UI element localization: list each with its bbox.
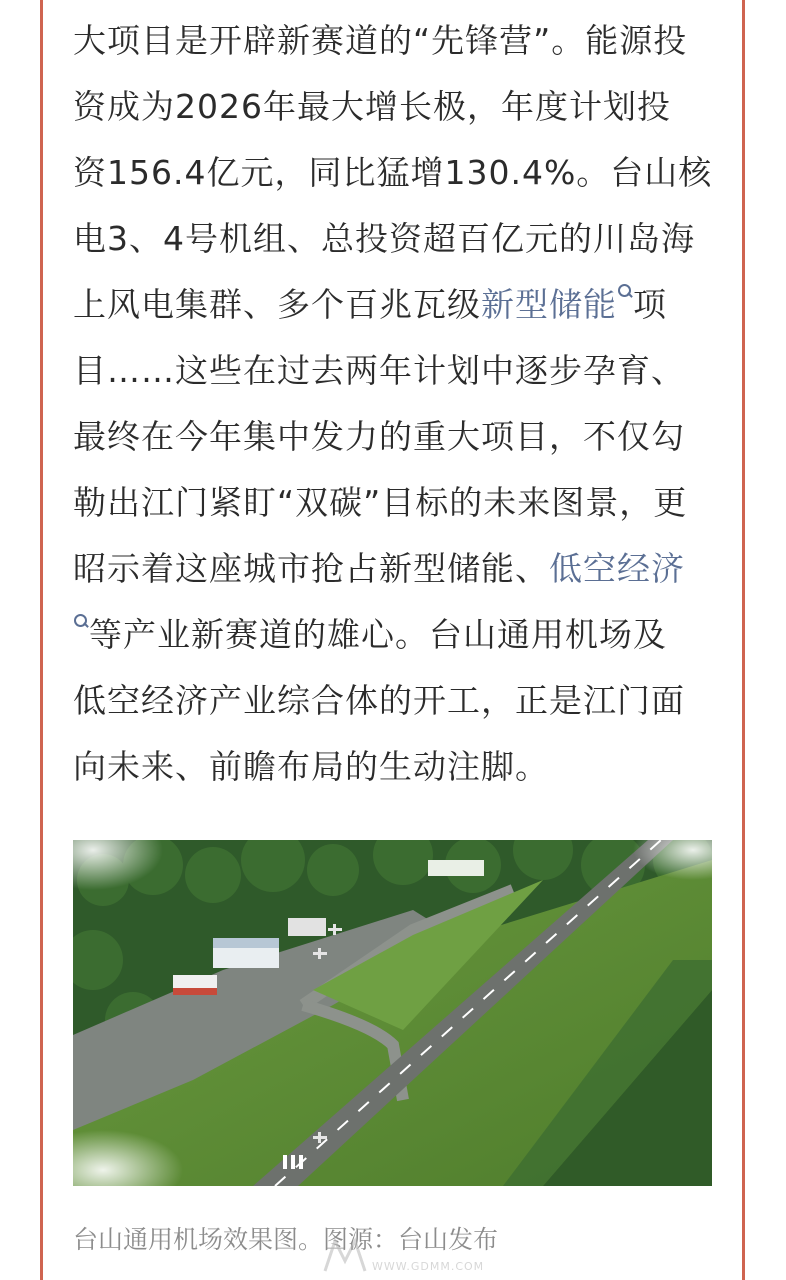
article-text-segment: 上风电集群、多个百兆瓦级 (73, 285, 481, 324)
image-caption: 台山通用机场效果图。图源：台山发布 (73, 1225, 499, 1254)
article-line-8: 勒出江门紧盯“双碳”目标的未来图景，更 (73, 483, 688, 522)
article-text-segment: 等产业新赛道的雄心。台山通用机场及 (89, 615, 667, 654)
article-line-6: 目……这些在过去两年计划中逐步孕育、 (73, 351, 685, 390)
keyword-link-low-altitude-economy[interactable]: 低空经济 (549, 549, 685, 588)
article-line-5 (73, 272, 718, 338)
keyword-link-new-energy-storage[interactable]: 新型储能 (481, 285, 617, 324)
airport-rendering-image[interactable] (73, 840, 712, 1186)
article-body (73, 8, 718, 800)
article-line-11: 低空经济产业综合体的开工，正是江门面 (73, 681, 685, 720)
article-line-9 (73, 536, 718, 602)
article-line-4: 电3、4号机组、总投资超百亿元的川岛海 (73, 219, 695, 258)
article-text-segment: 昭示着这座城市抢占新型储能、 (73, 549, 549, 588)
article-line-2: 资成为2026年最大增长极，年度计划投 (73, 87, 671, 126)
watermark-text: WWW.GDMM.COM (372, 1260, 485, 1273)
article-line-10 (73, 602, 718, 668)
watermark-logo-icon (320, 1236, 370, 1276)
article-line-3: 资156.4亿元，同比猛增130.4%。台山核 (73, 153, 713, 192)
search-icon[interactable] (73, 613, 89, 635)
search-icon[interactable] (617, 283, 633, 305)
right-border-decoration (742, 0, 745, 1280)
site-watermark (320, 1236, 520, 1280)
article-line-1: 大项目是开辟新赛道的“先锋营”。能源投 (73, 21, 688, 60)
article-line-7: 最终在今年集中发力的重大项目，不仅勾 (73, 417, 685, 456)
left-border-decoration (40, 0, 43, 1280)
article-text-segment: 项 (633, 285, 667, 324)
article-line-12: 向未来、前瞻布局的生动注脚。 (73, 747, 549, 786)
